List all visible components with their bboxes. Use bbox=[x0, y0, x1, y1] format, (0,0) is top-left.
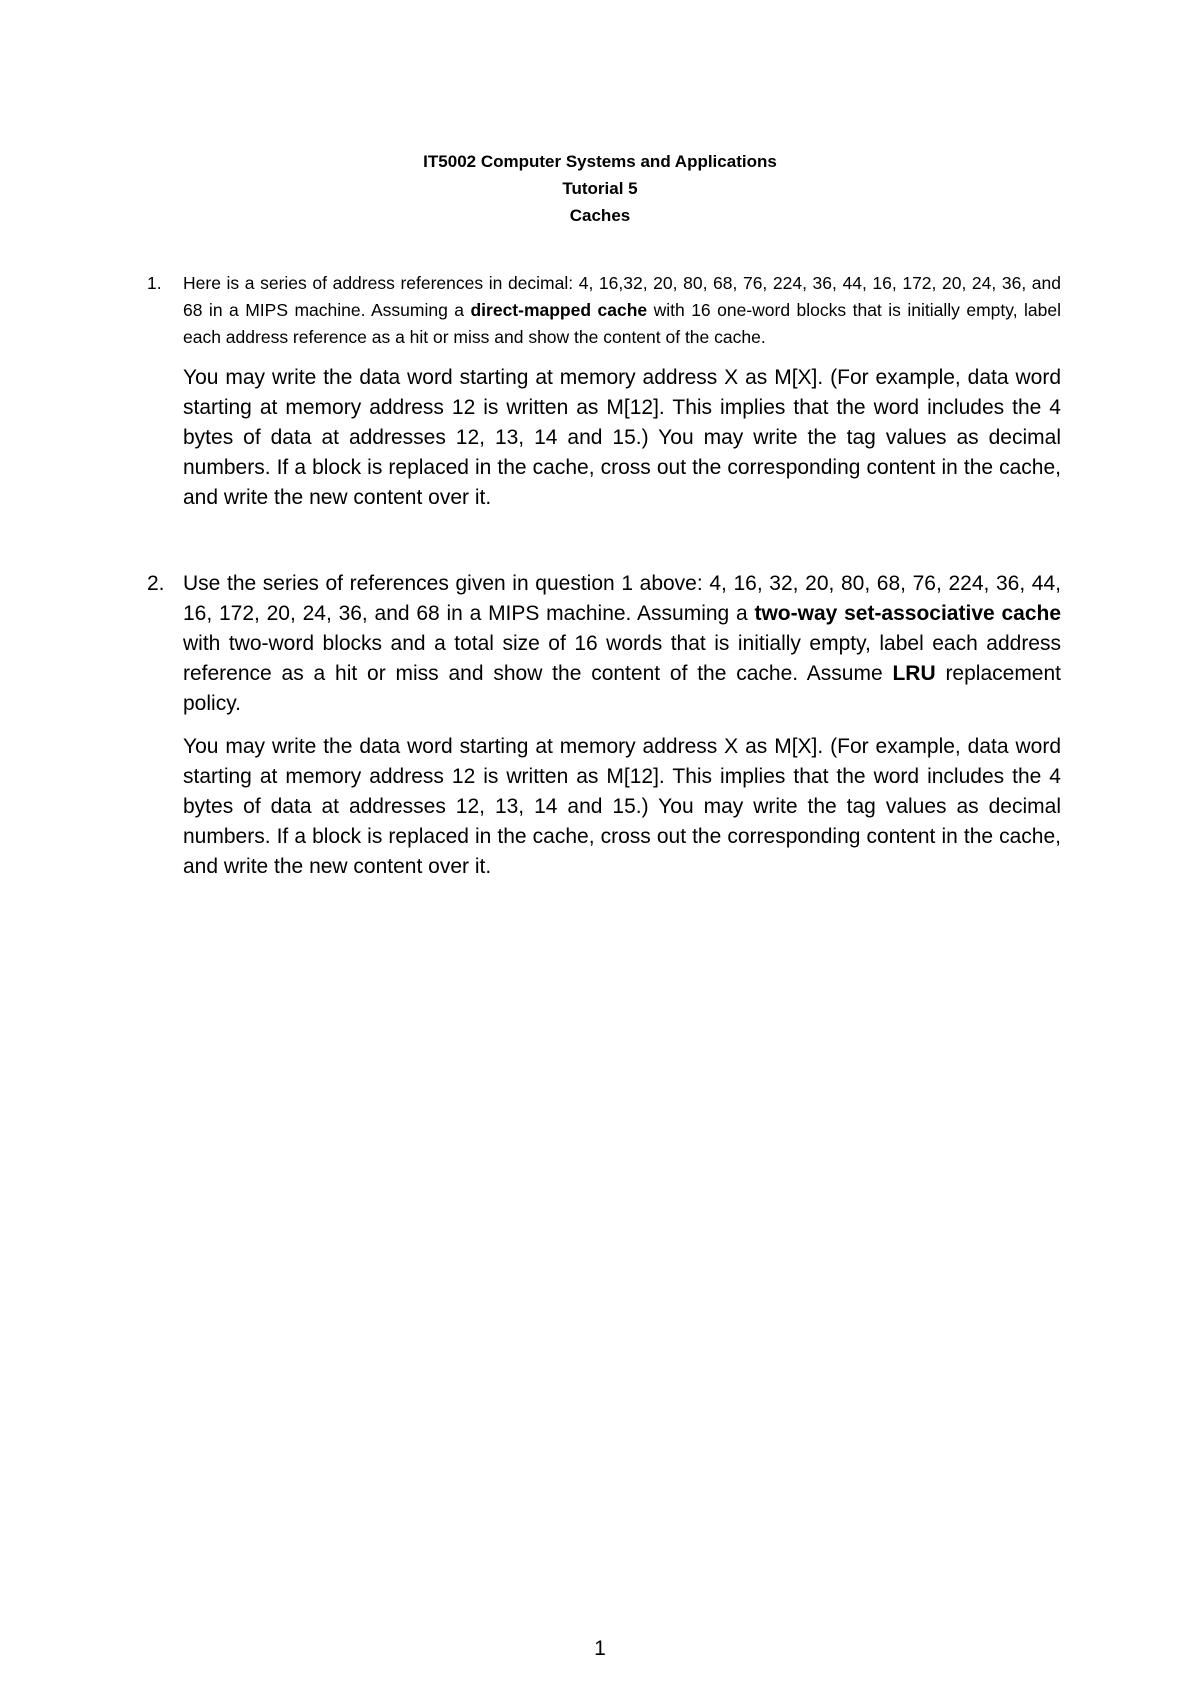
prompt-text: Here is a series of address references in decimal: 4, 16,32, 20, 80, 68, 76, 224, 36, 44, 16, 172, 20, 24, 36, and 68 in a MIPS machine. Assuming a bbox=[183, 273, 1061, 320]
prompt-bold-term: two-way set-associative cache bbox=[754, 602, 1061, 625]
prompt-text-end: replacement policy. bbox=[183, 662, 1062, 715]
question-number: 2. bbox=[147, 572, 165, 595]
question-number: 1. bbox=[147, 273, 162, 293]
page-number: 1 bbox=[594, 1637, 606, 1660]
prompt-text: Use the series of references given in question 1 above: 4, 16, 32, 20, 80, 68, 76, 224, 36, 44, 16, 172, 20, 24, 36, and 68 in a MIPS machine. Assuming a bbox=[183, 572, 1061, 625]
question-note: You may write the data word starting at memory address X as M[X]. (For example, data word starting at memory address 12 is written as M[12]. This implies that the word includes the 4 bytes of data at addresses 12, 13, 14 and 15.) You may write the tag values as decimal numbers. If a block is replaced in the cache, cross out the corresponding content in the cache, and write the new content over it. bbox=[183, 735, 1061, 878]
question-prompt bbox=[183, 569, 1061, 719]
prompt-text-end: with 16 one-word blocks that is initially empty, label each address reference as a hit or miss and show the content of the cache. bbox=[183, 300, 1061, 347]
course-title: IT5002 Computer Systems and Applications bbox=[423, 152, 777, 171]
document-header bbox=[0, 148, 1200, 229]
prompt-bold-term-2: LRU bbox=[892, 662, 936, 685]
prompt-bold-term: direct-mapped cache bbox=[470, 300, 648, 320]
question-prompt bbox=[183, 270, 1061, 351]
prompt-text-middle: with two-word blocks and a total size of 16 words that is initially empty, label each address reference as a hit or miss and show the content of the cache. Assume bbox=[183, 632, 1061, 685]
tutorial-title: Tutorial 5 bbox=[562, 179, 638, 198]
topic-title: Caches bbox=[569, 206, 631, 225]
question-note: You may write the data word starting at memory address X as M[X]. (For example, data word starting at memory address 12 is written as M[12]. This implies that the word includes the 4 bytes of data at addresses 12, 13, 14 and 15.) You may write the tag values as decimal numbers. If a block is replaced in the cache, cross out the corresponding content in the cache, and write the new content over it. bbox=[183, 366, 1061, 509]
